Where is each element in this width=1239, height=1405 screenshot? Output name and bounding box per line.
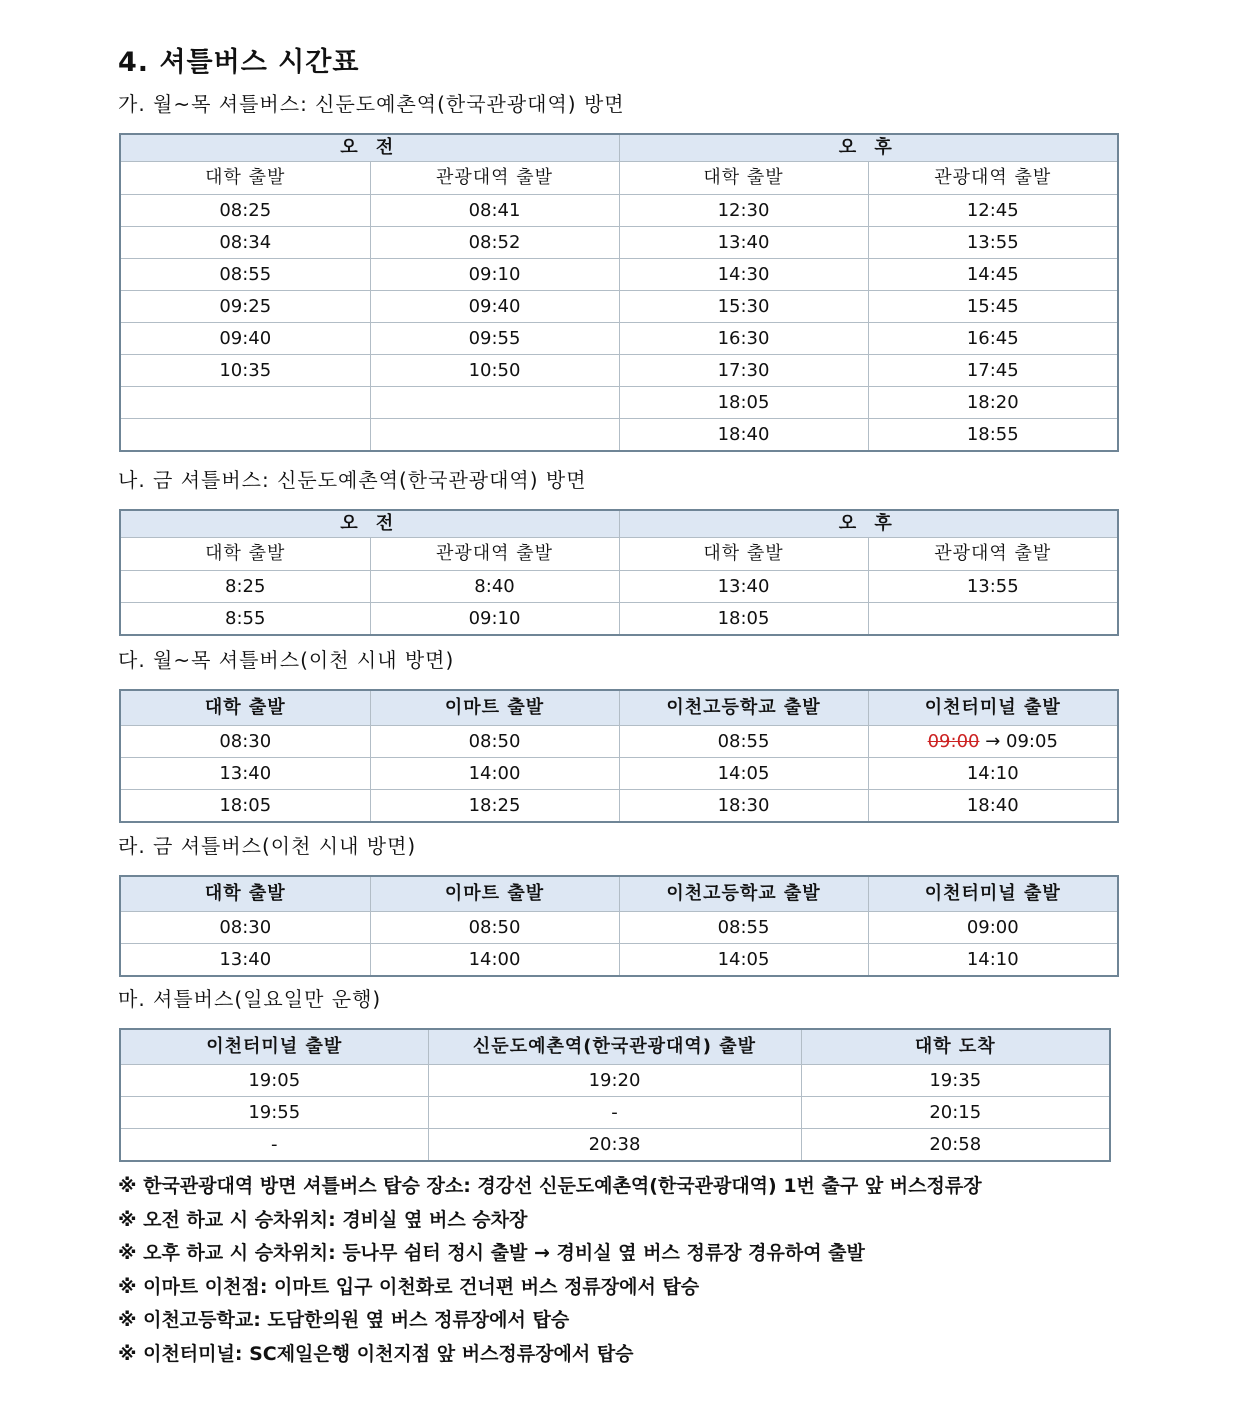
- time-cell: 12:45: [868, 195, 1118, 227]
- time-cell: 15:45: [868, 291, 1118, 323]
- time-cell: 14:45: [868, 259, 1118, 291]
- time-cell: 13:40: [120, 758, 370, 790]
- section-heading-mon-thu-city: 다. 월~목 셔틀버스(이천 시내 방면): [118, 648, 455, 672]
- time-cell: 18:30: [619, 790, 868, 823]
- column-header: 관광대역 출발: [868, 538, 1118, 571]
- time-cell: 09:40: [120, 323, 370, 355]
- am-header: 오 전: [120, 510, 619, 538]
- time-cell: 18:05: [619, 387, 868, 419]
- time-cell: 09:25: [120, 291, 370, 323]
- time-cell: 08:30: [120, 912, 370, 944]
- time-cell: 09:00: [868, 912, 1118, 944]
- column-header: 대학 출발: [619, 538, 868, 571]
- time-cell: 13:55: [868, 227, 1118, 259]
- table-row: [120, 227, 1118, 259]
- column-header: 대학 도착: [801, 1029, 1110, 1065]
- time-cell: 14:00: [370, 758, 619, 790]
- column-header: 관광대역 출발: [370, 162, 619, 195]
- table-row: [120, 912, 1118, 944]
- section-heading-sunday: 마. 셔틀버스(일요일만 운행): [118, 987, 382, 1011]
- new-time: 09:05: [1006, 730, 1058, 752]
- note-item: ※ 오전 하교 시 승차위치: 경비실 옆 버스 승차장: [118, 1208, 528, 1231]
- time-cell: 14:30: [619, 259, 868, 291]
- time-cell: 17:30: [619, 355, 868, 387]
- time-cell: 19:05: [120, 1065, 428, 1097]
- time-cell: 09:40: [370, 291, 619, 323]
- time-cell: 08:55: [619, 912, 868, 944]
- time-cell: 8:25: [120, 571, 370, 603]
- time-cell: [370, 387, 619, 419]
- timetable-mon-thu-station: [119, 133, 1119, 452]
- time-cell: 09:10: [370, 259, 619, 291]
- table-row: [120, 1097, 1110, 1129]
- time-cell: 20:15: [801, 1097, 1110, 1129]
- timetable-fri-station: [119, 509, 1119, 636]
- time-cell: 17:45: [868, 355, 1118, 387]
- column-header: 대학 출발: [619, 162, 868, 195]
- time-cell: 19:55: [120, 1097, 428, 1129]
- timetable-mon-thu-city: [119, 689, 1119, 823]
- time-cell: 14:05: [619, 758, 868, 790]
- column-header: 이마트 출발: [370, 876, 619, 912]
- time-cell: 19:20: [428, 1065, 801, 1097]
- column-header: 대학 출발: [120, 538, 370, 571]
- time-cell: 08:30: [120, 726, 370, 758]
- time-cell: 16:30: [619, 323, 868, 355]
- time-cell: -: [428, 1097, 801, 1129]
- time-cell: 08:55: [619, 726, 868, 758]
- time-cell: 08:55: [120, 259, 370, 291]
- table-row: [120, 726, 1118, 758]
- old-time: 09:00: [927, 730, 980, 752]
- note-item: ※ 이마트 이천점: 이마트 입구 이천화로 건너편 버스 정류장에서 탑승: [118, 1275, 700, 1298]
- table-row: [120, 758, 1118, 790]
- time-cell: 08:50: [370, 726, 619, 758]
- time-cell: 09:55: [370, 323, 619, 355]
- column-header: 이천고등학교 출발: [619, 690, 868, 726]
- column-header: 이마트 출발: [370, 690, 619, 726]
- change-arrow: →: [985, 730, 1001, 752]
- note-item: ※ 오후 하교 시 승차위치: 등나무 쉼터 정시 출발 → 경비실 옆 버스 정류장 경유하여 출발: [118, 1242, 865, 1264]
- time-cell: 8:55: [120, 603, 370, 636]
- boarding-notes: [118, 1170, 982, 1371]
- pm-header: 오 후: [619, 134, 1118, 162]
- time-cell: -: [120, 1129, 428, 1162]
- table-row: [120, 259, 1118, 291]
- timetable-fri-city: [119, 875, 1119, 977]
- time-cell: 18:40: [868, 790, 1118, 823]
- column-header: 신둔도예촌역(한국관광대역) 출발: [428, 1029, 801, 1065]
- table-row: [120, 944, 1118, 977]
- time-cell: 15:30: [619, 291, 868, 323]
- column-header: 이천터미널 출발: [868, 690, 1118, 726]
- table-row: [120, 323, 1118, 355]
- table-row: [120, 291, 1118, 323]
- time-cell: [370, 419, 619, 452]
- table-row: [120, 195, 1118, 227]
- time-cell: 09:10: [370, 603, 619, 636]
- time-cell: 08:25: [120, 195, 370, 227]
- timetable-sunday: [119, 1028, 1111, 1162]
- time-cell: 08:34: [120, 227, 370, 259]
- time-cell: 16:45: [868, 323, 1118, 355]
- time-cell: 08:52: [370, 227, 619, 259]
- time-cell: 14:05: [619, 944, 868, 977]
- note-item: ※ 한국관광대역 방면 셔틀버스 탑승 장소: 경강선 신둔도예촌역(한국관광대역) 1번 출구 앞 버스정류장: [118, 1175, 982, 1197]
- time-cell: [868, 603, 1118, 636]
- table-row: [120, 419, 1118, 452]
- time-cell: [120, 419, 370, 452]
- time-cell: 18:40: [619, 419, 868, 452]
- column-header: 이천고등학교 출발: [619, 876, 868, 912]
- pm-header: 오 후: [619, 510, 1118, 538]
- time-cell: 13:40: [619, 227, 868, 259]
- time-cell: 18:20: [868, 387, 1118, 419]
- section-heading-mon-thu-station: 가. 월~목 셔틀버스: 신둔도예촌역(한국관광대역) 방면: [118, 92, 625, 116]
- am-header: 오 전: [120, 134, 619, 162]
- column-header: 이천터미널 출발: [120, 1029, 428, 1065]
- column-header: 대학 출발: [120, 162, 370, 195]
- time-cell: 18:25: [370, 790, 619, 823]
- table-row: [120, 790, 1118, 823]
- column-header: 관광대역 출발: [868, 162, 1118, 195]
- time-cell: 08:50: [370, 912, 619, 944]
- column-header: 관광대역 출발: [370, 538, 619, 571]
- time-cell: 10:35: [120, 355, 370, 387]
- time-cell: 20:38: [428, 1129, 801, 1162]
- time-cell: 12:30: [619, 195, 868, 227]
- page-title: 4. 셔틀버스 시간표: [118, 47, 360, 78]
- time-cell: 13:55: [868, 571, 1118, 603]
- column-header: 대학 출발: [120, 690, 370, 726]
- time-cell: 14:00: [370, 944, 619, 977]
- time-cell: [120, 387, 370, 419]
- table-row: [120, 603, 1118, 636]
- time-cell: 14:10: [868, 758, 1118, 790]
- time-cell: 18:05: [619, 603, 868, 636]
- table-row: [120, 355, 1118, 387]
- section-heading-fri-station: 나. 금 셔틀버스: 신둔도예촌역(한국관광대역) 방면: [118, 468, 587, 492]
- time-cell: 14:10: [868, 944, 1118, 977]
- time-cell: 08:41: [370, 195, 619, 227]
- time-cell: 20:58: [801, 1129, 1110, 1162]
- column-header: 이천터미널 출발: [868, 876, 1118, 912]
- note-item: ※ 이천고등학교: 도담한의원 옆 버스 정류장에서 탑승: [118, 1309, 570, 1331]
- table-row: [120, 1129, 1110, 1162]
- time-cell: 13:40: [120, 944, 370, 977]
- changed-time-cell: [868, 726, 1118, 758]
- time-cell: 8:40: [370, 571, 619, 603]
- time-cell: 19:35: [801, 1065, 1110, 1097]
- time-cell: 10:50: [370, 355, 619, 387]
- note-item: ※ 이천터미널: SC제일은행 이천지점 앞 버스정류장에서 탑승: [118, 1342, 634, 1365]
- table-row: [120, 571, 1118, 603]
- time-cell: 18:55: [868, 419, 1118, 452]
- time-cell: 13:40: [619, 571, 868, 603]
- section-heading-fri-city: 라. 금 셔틀버스(이천 시내 방면): [118, 834, 417, 858]
- table-row: [120, 1065, 1110, 1097]
- time-cell: 18:05: [120, 790, 370, 823]
- column-header: 대학 출발: [120, 876, 370, 912]
- table-row: [120, 387, 1118, 419]
